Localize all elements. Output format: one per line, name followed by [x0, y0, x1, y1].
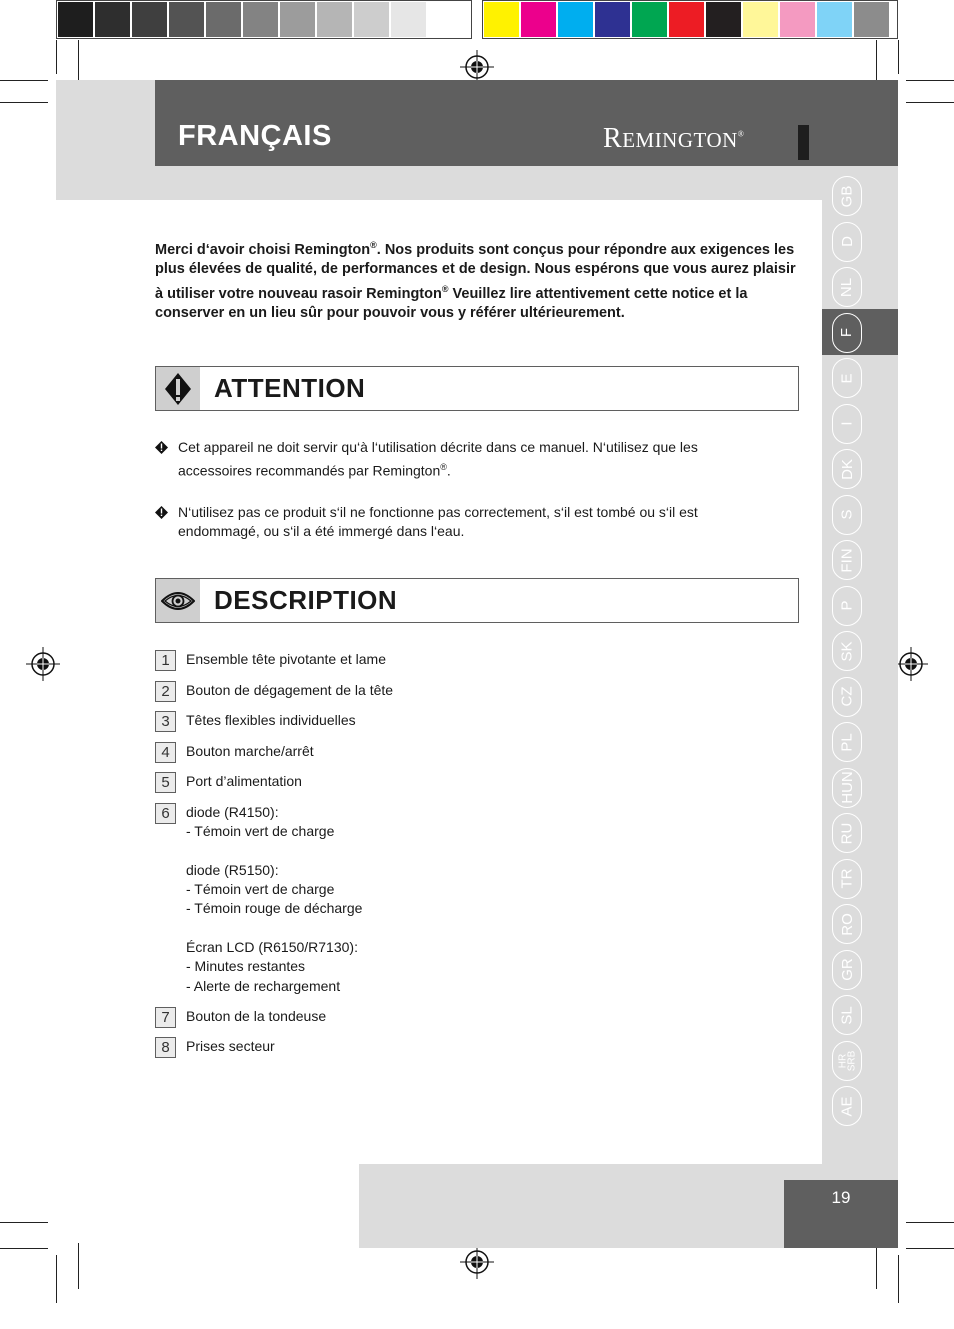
language-tab-label: RU [838, 822, 856, 844]
calibration-swatch [243, 2, 278, 37]
language-tab-label: PL [838, 732, 856, 752]
language-tab-tr[interactable] [832, 859, 862, 899]
registered-mark: ® [370, 240, 377, 250]
language-tab-p[interactable] [832, 586, 862, 626]
calibration-swatch [521, 2, 556, 37]
language-tab-label: SK [838, 640, 856, 662]
calibration-swatch [817, 2, 852, 37]
calibration-swatch [95, 2, 130, 37]
intro-paragraph [155, 236, 805, 324]
registered-mark: ® [441, 283, 449, 294]
language-tab-cz[interactable] [832, 677, 862, 717]
description-title: DESCRIPTION [214, 585, 398, 615]
crop-mark [78, 1243, 79, 1289]
language-tab-s[interactable] [832, 495, 862, 535]
attention-item-text: Cet appareil ne doit servir qu‘à l‘utilisation décrite dans ce manuel. N‘utilisez que les accessoires recommandés par Remington [178, 439, 698, 479]
crop-mark [906, 1248, 954, 1249]
crop-mark [56, 40, 57, 74]
crop-mark [56, 1255, 57, 1303]
registration-mark-icon [460, 1245, 494, 1279]
crop-mark [876, 1243, 877, 1289]
attention-list [155, 438, 775, 542]
language-tab-label: F [838, 327, 856, 338]
language-tab-nl[interactable] [832, 267, 862, 307]
crop-mark [0, 102, 48, 103]
crop-mark [0, 1222, 48, 1223]
description-header [155, 578, 799, 623]
crop-mark [898, 40, 899, 74]
language-tab-gb[interactable] [832, 176, 862, 216]
attention-item [155, 503, 775, 542]
part-label: Ensemble tête pivotante et lame [186, 651, 387, 667]
calibration-swatch [317, 2, 352, 37]
calibration-swatch [780, 2, 815, 37]
attention-item [155, 438, 775, 481]
calibration-swatch [280, 2, 315, 37]
crop-mark [898, 1255, 899, 1303]
calibration-swatch [132, 2, 167, 37]
crop-mark [906, 1222, 954, 1223]
calibration-swatch [484, 2, 519, 37]
crop-mark [906, 80, 954, 81]
part-number: 4 [155, 742, 176, 763]
language-tab-label: GB [838, 185, 856, 207]
part-label: Port d’alimentation [186, 773, 302, 789]
language-tab-label: P [838, 600, 856, 611]
calibration-swatch [206, 2, 241, 37]
language-tab-pl[interactable] [832, 722, 862, 762]
calibration-grays [58, 2, 465, 37]
intro-text-1: Merci d‘avoir choisi Remington [155, 241, 371, 258]
part-label: Bouton marche/arrêt [186, 743, 314, 759]
language-tab-sk[interactable] [832, 631, 862, 671]
brand-logo: REMINGTON® [603, 123, 745, 154]
attention-title: ATTENTION [214, 373, 366, 403]
language-tab-hr-srb[interactable] [832, 1041, 862, 1081]
part-number: 5 [155, 772, 176, 793]
part-label: Bouton de dégagement de la tête [186, 682, 394, 698]
language-tab-f[interactable] [832, 313, 862, 353]
brand-bar [798, 125, 809, 160]
language-tab-label: D [838, 236, 856, 247]
language-tab-gr[interactable] [832, 950, 862, 990]
attention-item-text: N‘utilisez pas ce produit s‘il ne fonctionne pas correctement, s‘il est tombé ou s‘il est endommagé, ou s‘il a été immergé dans l‘eau. [178, 503, 698, 540]
language-tab-label: GR [838, 958, 856, 981]
calibration-swatch [706, 2, 741, 37]
language-tab-label: E [838, 372, 856, 384]
part-number: 6 [155, 803, 176, 824]
part-label: diode (R4150): - Témoin vert de charge diode (R5150): - Témoin vert de charge - Témoin rouge de décharge Écran LCD (R6150/R7130): - Minutes restantes - Alerte de rechargement [186, 804, 363, 994]
language-tab-sl[interactable] [832, 995, 862, 1035]
calibration-swatch [595, 2, 630, 37]
page-title: FRANÇAIS [178, 120, 332, 152]
calibration-swatch [632, 2, 667, 37]
part-number: 7 [155, 1007, 176, 1028]
attention-header [155, 366, 799, 411]
part-number: 3 [155, 711, 176, 732]
language-tab-hun[interactable] [832, 768, 862, 808]
warning-bullet-icon [155, 506, 168, 519]
warning-bullet-icon [155, 441, 168, 454]
language-tab-dk[interactable] [832, 449, 862, 489]
page-number-box [784, 1180, 898, 1248]
calibration-swatch [854, 2, 889, 37]
registered-mark: ® [440, 461, 447, 472]
language-tab-d[interactable] [832, 222, 862, 262]
language-tab-label: AE [838, 1095, 856, 1117]
language-tab-ae[interactable] [832, 1086, 862, 1126]
eye-icon-box [156, 579, 200, 622]
calibration-colors [484, 2, 891, 37]
language-tab-i[interactable] [832, 404, 862, 444]
warning-icon [163, 371, 193, 407]
language-tab-e[interactable] [832, 358, 862, 398]
language-tab-label: SL [838, 1005, 856, 1025]
intro-text-3: Veuillez lire attentivement cette notice et la conserver en un lieu sûr pour pouvoir vous y référer ultérieurement. [155, 285, 748, 322]
language-tab-label: S [838, 509, 856, 520]
language-tab-label: FIN [838, 547, 856, 573]
language-tab-ro[interactable] [832, 904, 862, 944]
page-number: 19 [831, 1188, 851, 1207]
registration-mark-icon [460, 50, 494, 84]
part-number: 1 [155, 650, 176, 671]
language-tab-label: RO [838, 912, 856, 936]
calibration-swatch [669, 2, 704, 37]
language-tab-label: I [838, 421, 856, 426]
calibration-swatch [169, 2, 204, 37]
intro-text-2: . Nos produits sont conçus pour répondre aux exigences les plus élevées de qualité, de performances et de design. Nous espérons que vous aurez plaisir à utiliser votre nouveau rasoir Remington [155, 241, 796, 302]
language-tab-label: CZ [838, 686, 856, 707]
eye-icon [161, 589, 195, 613]
language-tab-ru[interactable] [832, 813, 862, 853]
warning-icon-box [156, 367, 200, 410]
calibration-swatch [558, 2, 593, 37]
part-label: Bouton de la tondeuse [186, 1008, 327, 1024]
part-label: Prises secteur [186, 1038, 275, 1054]
calibration-swatch [428, 2, 463, 37]
calibration-swatch [391, 2, 426, 37]
crop-mark [906, 102, 954, 103]
crop-mark [0, 1248, 48, 1249]
language-tab-label: HUN [838, 771, 856, 804]
language-tab-label: HR SRB [837, 1050, 857, 1071]
part-label: Têtes flexibles individuelles [186, 712, 356, 728]
attention-item-end: . [446, 462, 451, 479]
language-tab-fin[interactable] [832, 540, 862, 580]
language-tab-label: DK [838, 458, 856, 480]
part-number: 2 [155, 681, 176, 702]
registration-mark-icon [26, 647, 60, 681]
language-tab-label: TR [838, 868, 856, 889]
language-tab-label: NL [838, 277, 856, 297]
part-number: 8 [155, 1037, 176, 1058]
calibration-swatch [58, 2, 93, 37]
registration-mark-icon [894, 647, 928, 681]
calibration-swatch [354, 2, 389, 37]
calibration-swatch [743, 2, 778, 37]
crop-mark [0, 80, 48, 81]
